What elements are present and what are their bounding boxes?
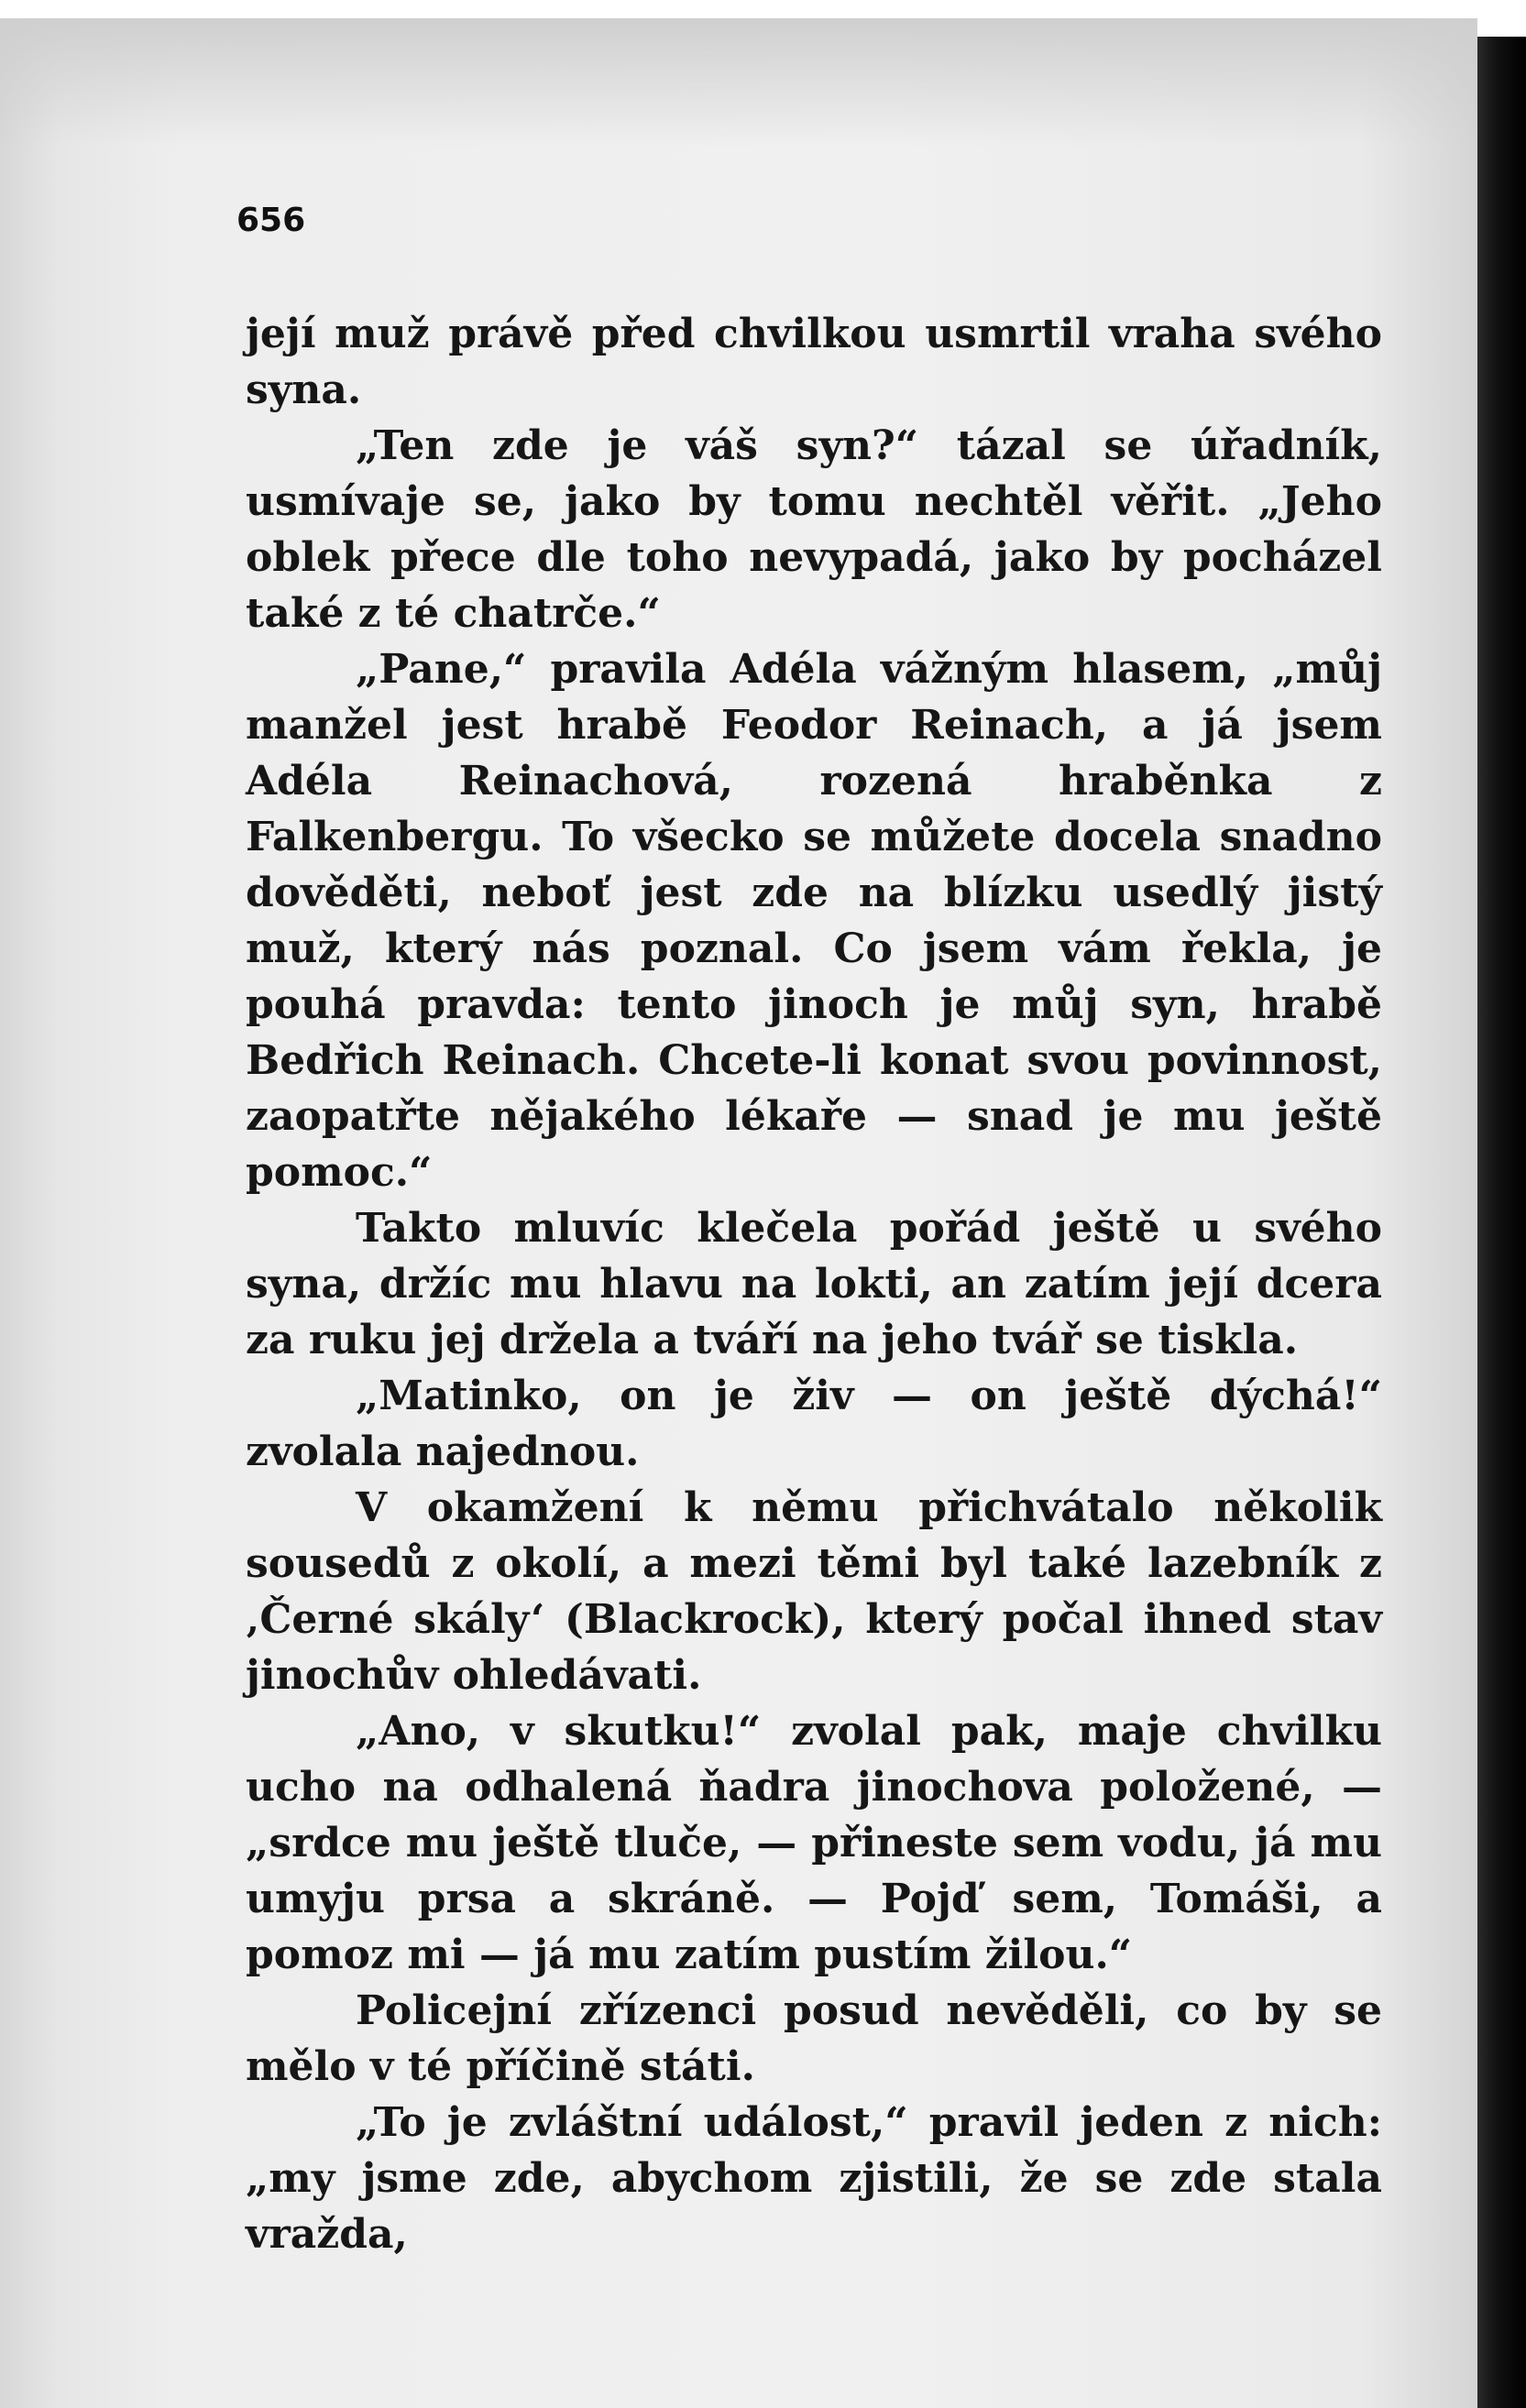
page-edge-shadow [1477, 37, 1526, 2408]
paragraph-9: „To je zvláštní událost,“ pravil jeden z nich: „my jsme zde, abychom zjistili, že se zde stala vražda, [246, 2099, 1382, 2258]
paragraph-3: „Pane,“ pravila Adéla vážným hlasem, „můj manžel jest hrabě Feodor Reinach, a já jsem Adéla Reinachová, rozená hraběnka z Falkenbergu. To všecko se můžete docela snadno dověděti, neboť jest zde na blízku usedlý jistý muž, který nás poznal. Co jsem vám řekla, je pouhá pravda: tento jinoch je můj syn, hrabě Bedřich Reinach. Chcete-li konat svou povinnost, zaopatřte nějakého lékaře — snad je mu ještě pomoc.“ [246, 646, 1382, 1196]
paragraph-7: „Ano, v skutku!“ zvolal pak, maje chvilku ucho na odhalená ňadra jinochova položené, — „srdce mu ještě tluče, — přineste sem vodu, já mu umyju prsa a skráně. — Pojď sem, Tomáši, a pomoz mi — já mu zatím pustím žilou.“ [246, 1708, 1382, 1978]
page-number: 656 [236, 202, 306, 239]
paragraph-6: V okamžení k němu přichvátalo několik sousedů z okolí, a mezi těmi byl také lazebník z ‚Černé skály‘ (Blackrock), který počal ihned stav jinochův ohledávati. [246, 1484, 1382, 1699]
paragraph-2: „Ten zde je váš syn?“ tázal se úřadník, usmívaje se, jako by tomu nechtěl věřit. „Jeho oblek přece dle toho nevypadá, jako by pocházel také z té chatrče.“ [246, 422, 1382, 637]
paragraph-8: Policejní zřízenci posud nevěděli, co by se mělo v té příčině státi. [246, 1987, 1382, 2090]
body-text [246, 306, 1382, 2262]
paragraph-1: její muž právě před chvilkou usmrtil vraha svého syna. [246, 311, 1382, 413]
paragraph-4: Takto mluvíc klečela pořád ještě u svého syna, držíc mu hlavu na lokti, an zatím její dcera za ruku jej držela a tváří na jeho tvář se tiskla. [246, 1205, 1382, 1363]
paragraph-5: „Matinko, on je živ — on ještě dýchá!“ zvolala najednou. [246, 1373, 1382, 1475]
